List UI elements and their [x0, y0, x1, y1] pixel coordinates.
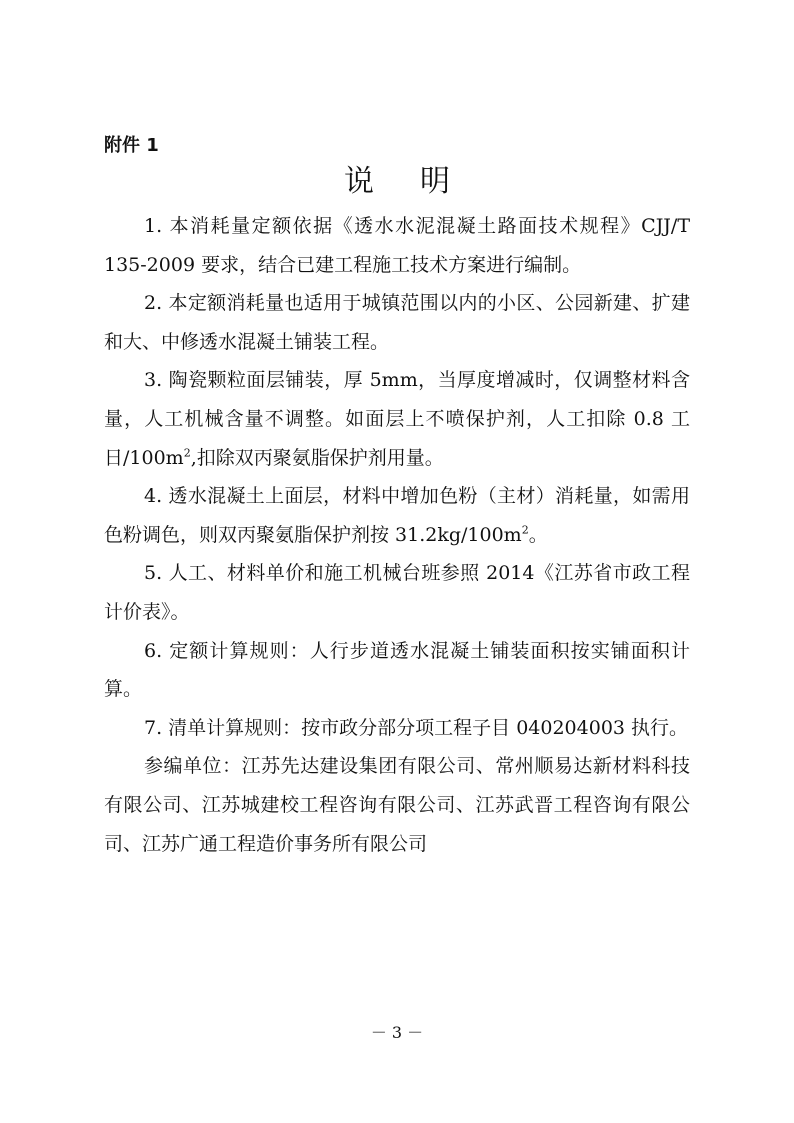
document-title: 说明 — [344, 164, 496, 199]
paragraph-4-text-tail: 。 — [528, 523, 548, 546]
contributors-text: 参编单位：江苏先达建设集团有限公司、常州顺易达新材料科技有限公司、江苏城建校工程咨询有限公司、江苏武晋工程咨询有限公司、江苏广通工程造价事务所有限公司 — [104, 755, 690, 855]
paragraph-6-text: 6. 定额计算规则：人行步道透水混凝土铺装面积按实铺面积计算。 — [104, 639, 690, 701]
paragraph-3-text-tail: ,扣除双丙聚氨脂保护剂用量。 — [190, 446, 444, 469]
document-body — [104, 207, 690, 863]
paragraph-1 — [104, 207, 690, 284]
paragraph-7 — [104, 709, 690, 748]
contributors-paragraph — [104, 747, 690, 863]
paragraph-7-text: 7. 清单计算规则：按市政分部分项工程子目 040204003 执行。 — [144, 716, 689, 739]
paragraph-2 — [104, 284, 690, 361]
paragraph-4-text: 4. 透水混凝土上面层，材料中增加色粉（主材）消耗量，如需用色粉调色，则双丙聚氨脂保护剂按 31.2kg/100m — [104, 485, 690, 546]
paragraph-3 — [104, 361, 690, 477]
paragraph-1-text: 1. 本消耗量定额依据《透水水泥混凝土路面技术规程》CJJ/T 135-2009 要求，结合已建工程施工技术方案进行编制。 — [104, 215, 690, 276]
paragraph-5-text: 5. 人工、材料单价和施工机械台班参照 2014《江苏省市政工程计价表》。 — [104, 562, 690, 623]
paragraph-5 — [104, 554, 690, 631]
superscript: 2 — [183, 446, 191, 460]
paragraph-6 — [104, 632, 690, 709]
paragraph-2-text: 2. 本定额消耗量也适用于城镇范围以内的小区、公园新建、扩建和大、中修透水混凝土铺装工程。 — [104, 292, 690, 353]
paragraph-3-text: 3. 陶瓷颗粒面层铺装，厚 5mm，当厚度增减时，仅调整材料含量，人工机械含量不调整。如面层上不喷保护剂，人工扣除 0.8 工日/100m — [104, 369, 690, 469]
paragraph-4 — [104, 477, 690, 554]
superscript: 2 — [521, 523, 529, 537]
attachment-label: 附件 1 — [104, 135, 159, 156]
page-number: － 3 － — [370, 1023, 424, 1042]
